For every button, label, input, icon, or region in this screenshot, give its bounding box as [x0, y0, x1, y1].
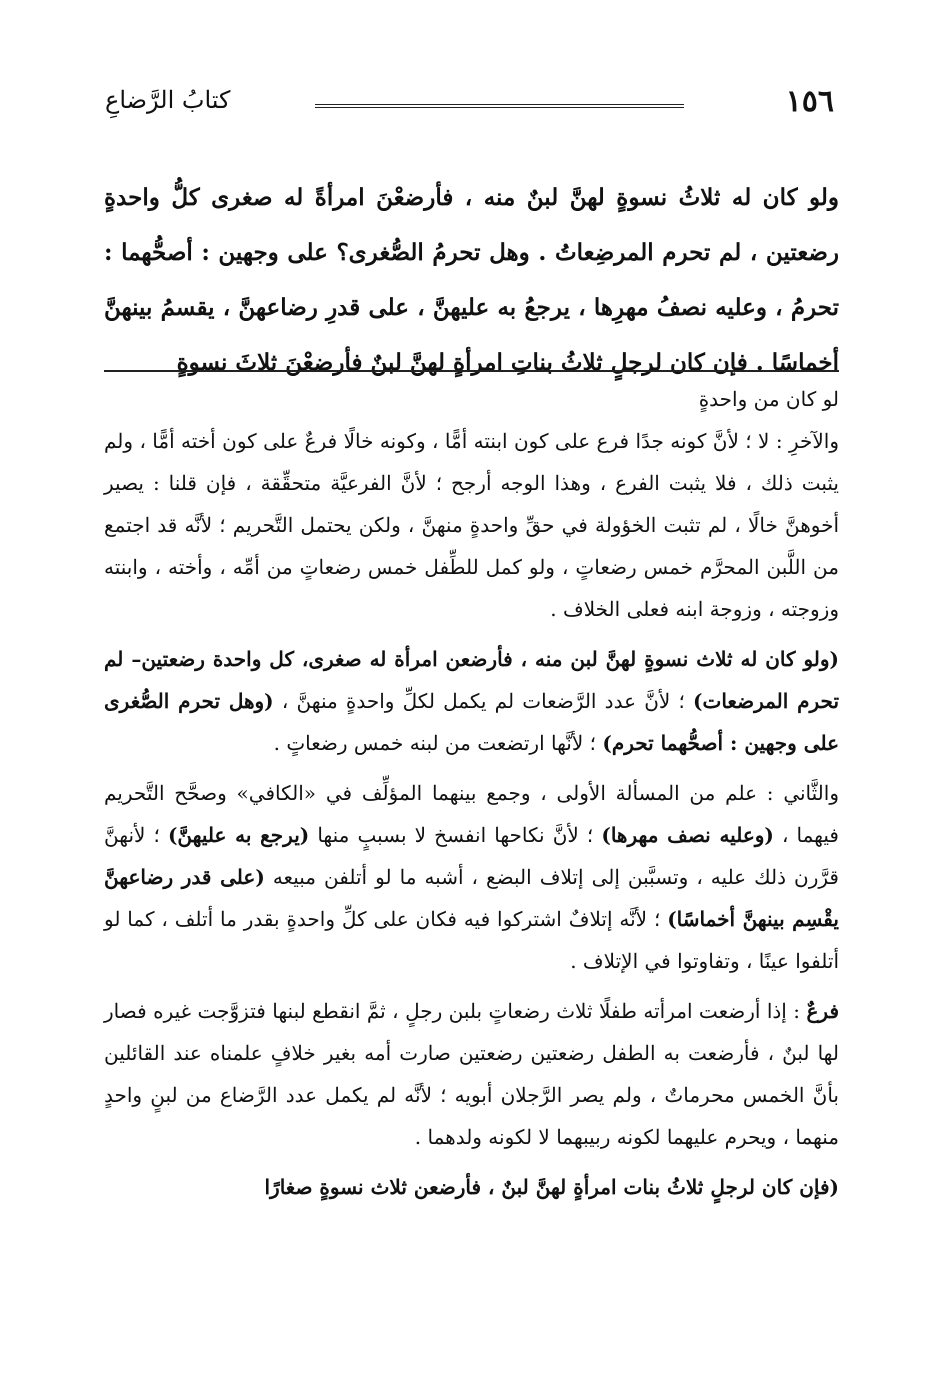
bold-matn-quote: (يرجع به عليهنَّ): [167, 823, 310, 847]
commentary-text: ؛ لأنَّ نكاحها انفسخ لا بسببٍ منها: [309, 823, 602, 847]
commentary-text: ؛ لأنَّه إتلافٌ اشتركوا فيه فكان على كلِّ واحدةٍ بقدر ما أتلف ، كما لو أتلفوا عينًا ، وتفاوتوا في الإتلاف .: [104, 907, 839, 973]
page-header: [105, 80, 834, 130]
commentary-paragraph-2: والآخرِ : لا ؛ لأنَّ كونه جدًا فرع على كون ابنته أمًّا ، وكونه خالًا فرعٌ على كون أخته أمًّا ، ولم يثبت ذلك ، فلا يثبت الفرع ، وهذا الوجه أرجح ؛ لأنَّ الفرعيَّة متحقِّقة ، فإن قلنا : يصير أخوهنَّ خالًا ، لم تثبت الخؤولة في حقِّ واحدةٍ منهنَّ ، ولكن يحتمل التَّحريم ؛ لأنَّه قد اجتمع من اللَّبن المحرَّم خمس رضعاتٍ ، ولو كمل للطِّفل خمس رضعاتٍ من أمِّه ، وأخته ، وابنته وزوجته ، وزوجة ابنه فعلى الخلاف .: [104, 429, 839, 621]
header-rule: [315, 104, 684, 108]
bold-matn-quote: (وعليه نصف مهرها): [601, 823, 774, 847]
bold-matn-quote: (ولو كان له ثلاث نسوةٍ لهنَّ لبن منه ، فأرضعن امرأة له صغرى، كل واحدة رضعتين– لم تحرم المرضعات): [104, 647, 840, 713]
commentary-paragraph-5: [104, 990, 839, 1158]
commentary-text: ؛ لأنَّها ارتضعت من لبنه خمس رضعاتٍ .: [273, 731, 603, 755]
matn-separator: [104, 370, 839, 372]
page-number: ١٥٦: [785, 84, 834, 119]
commentary-text: ؛ لأنهنَّ قرَّرن ذلك عليه ، وتسبَّبن إلى إتلاف البضع ، أشبه ما لو أتلفن مبيعه: [104, 823, 839, 889]
commentary-paragraph-1: لو كان من واحدةٍ: [698, 387, 839, 411]
commentary: [104, 378, 839, 1208]
commentary-text: والثَّاني : علم من المسألة الأولى ، وجمع بينهما المؤلِّف في «الكافي» وصحَّح التَّحريم فيهما ،: [104, 781, 839, 847]
commentary-paragraph-4: [104, 772, 839, 982]
bold-matn-quote: (وهل تحرم الصُّغرى على وجهين : أصحُّهما تحرم): [104, 689, 839, 755]
bold-matn-quote: فرعٌ: [806, 999, 839, 1023]
running-title: كتابُ الرَّضاعِ: [105, 86, 231, 114]
commentary-paragraph-3: [104, 638, 839, 764]
matn-text: ولو كان له ثلاثُ نسوةٍ لهنَّ لبنٌ منه ، فأرضعْنَ امرأةً له صغرى كلُّ واحدةٍ رضعتين ، لم تحرم المرضِعاتُ . وهل تحرمُ الصُّغرى؟ على وجهين : أصحُّهما : تحرمُ ، وعليه نصفُ مهرِها ، يرجعُ به عليهنَّ ، على قدرِ رضاعهنَّ ، يقسمُ بينهنَّ أخماسًا . فإن كان لرجلٍ ثلاثُ بناتِ امرأةٍ لهنَّ لبنٌ فأرضعْنَ ثلاثَ نسوةٍ: [104, 184, 839, 376]
commentary-text: ؛ لأنَّ عدد الرَّضعات لم يكمل لكلِّ واحدةٍ منهنَّ ،: [273, 689, 694, 713]
commentary-text: : إذا أرضعت امرأته طفلًا ثلاث رضعاتٍ بلبن رجلٍ ، ثمَّ انقطع لبنها فتزوَّجت غيره فصار لها لبنٌ ، فأرضعت به الطفل رضعتين رضعتين صارت أمه بغير خلافٍ علمناه عند القائلين بأنَّ الخمس محرماتٌ ، ولم يصر الرَّجلان أبويه ؛ لأنَّه لم يكمل عدد الرَّضاع من لبنٍ واحدٍ منهما ، ويحرم عليهما لكونه ربيبهما لا لكونه ولدهما .: [104, 999, 839, 1149]
bold-matn-quote: (على قدر رضاعهنَّ يقْسِم بينهنَّ أخماسًا): [104, 865, 839, 931]
commentary-paragraph-6: (فإن كان لرجلٍ ثلاثُ بنات امرأةٍ لهنَّ لبنٌ ، فأرضعن ثلاث نسوةٍ صغارًا: [264, 1175, 839, 1199]
